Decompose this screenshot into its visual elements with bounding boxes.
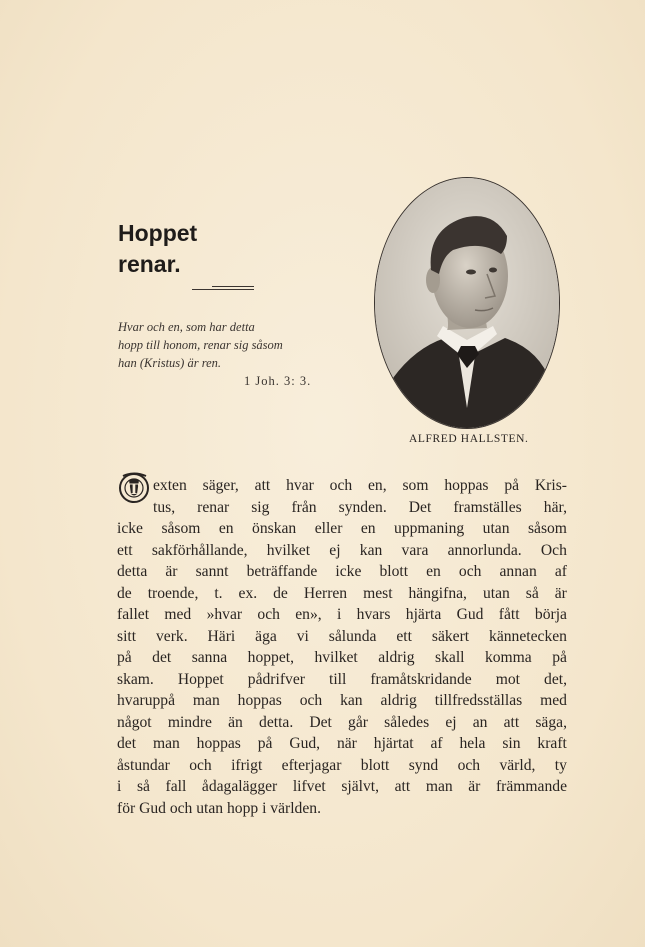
body-word: hjärta bbox=[405, 606, 442, 623]
body-word: kännetecken bbox=[489, 627, 567, 645]
body-word: med bbox=[164, 606, 192, 623]
title-rule-short bbox=[212, 286, 254, 287]
body-word: säga, bbox=[535, 713, 567, 731]
body-word: vi bbox=[296, 627, 309, 645]
body-word: blott bbox=[379, 563, 409, 580]
body-word: Och bbox=[540, 541, 567, 559]
body-word: verk. bbox=[156, 627, 188, 645]
body-word: ty bbox=[554, 756, 567, 774]
body-word: synden. bbox=[338, 498, 387, 516]
body-word: fått bbox=[498, 606, 520, 623]
body-word: önskan bbox=[252, 520, 297, 537]
body-word: pådrifver bbox=[247, 670, 305, 688]
body-word: fall bbox=[165, 778, 187, 795]
body-word: en», bbox=[295, 606, 322, 623]
body-word: sakförhållande, bbox=[151, 541, 248, 559]
body-word: ifrigt bbox=[231, 756, 263, 774]
body-word: en bbox=[426, 563, 441, 580]
body-word: hjärtat bbox=[373, 735, 414, 752]
body-word: än bbox=[228, 713, 243, 731]
body-word: man bbox=[152, 735, 180, 752]
body-word: an bbox=[472, 713, 488, 731]
body-line bbox=[117, 561, 567, 583]
body-word: vara bbox=[401, 541, 429, 559]
body-word: så bbox=[136, 778, 150, 795]
body-word: i bbox=[337, 606, 342, 623]
body-word: hoppas bbox=[237, 692, 282, 709]
body-word: Gud bbox=[456, 606, 484, 623]
body-word: i bbox=[117, 778, 122, 795]
body-word: från bbox=[291, 498, 317, 516]
body-word: det bbox=[117, 735, 137, 752]
body-word: är bbox=[165, 563, 178, 580]
body-word: Det bbox=[309, 713, 332, 731]
body-word: hoppas bbox=[196, 735, 241, 752]
body-word: utan bbox=[482, 520, 510, 537]
body-word: ex. bbox=[238, 584, 258, 602]
body-word: hvilket bbox=[266, 541, 311, 559]
body-word: hoppet, bbox=[247, 649, 294, 666]
body-word: mindre bbox=[167, 713, 212, 731]
body-word: en bbox=[360, 520, 376, 537]
body-word: skam. bbox=[117, 670, 154, 688]
body-word: att bbox=[394, 778, 411, 795]
body-word: att bbox=[503, 713, 520, 731]
body-word: ej bbox=[445, 713, 457, 731]
body-word: säkert bbox=[431, 627, 470, 645]
body-word: icke bbox=[335, 563, 362, 580]
body-line bbox=[117, 626, 567, 648]
portrait-caption: ALFRED HALLSTEN. bbox=[409, 433, 529, 445]
body-word: komma bbox=[484, 649, 532, 666]
body-word: åstundar bbox=[117, 756, 170, 774]
body-word: och bbox=[458, 563, 482, 580]
body-word: framåtskridande bbox=[370, 670, 472, 688]
body-word: exten bbox=[153, 477, 187, 494]
body-word: ett bbox=[117, 541, 133, 559]
body-word: uppmaning bbox=[394, 520, 465, 537]
body-word: det, bbox=[544, 670, 567, 688]
body-line bbox=[117, 518, 567, 540]
body-word: till bbox=[328, 670, 347, 688]
body-line bbox=[117, 669, 567, 691]
epigraph bbox=[118, 318, 338, 372]
body-word: »hvar bbox=[206, 606, 243, 623]
body-word: och bbox=[457, 756, 481, 774]
body-word: tus, bbox=[153, 498, 176, 516]
body-word: hoppas bbox=[444, 477, 489, 494]
body-word: tillfredsställas bbox=[434, 692, 523, 709]
body-line bbox=[117, 733, 567, 755]
body-word: med bbox=[540, 692, 567, 709]
article-title bbox=[118, 218, 197, 280]
body-word: ådagalägger bbox=[201, 778, 278, 795]
body-word: skall bbox=[435, 649, 465, 666]
body-word: är bbox=[468, 778, 481, 795]
body-word: självt, bbox=[341, 778, 380, 795]
body-word: såsom bbox=[161, 520, 201, 537]
body-word: är bbox=[554, 584, 567, 602]
body-word: och bbox=[329, 477, 353, 494]
body-word: på bbox=[257, 735, 273, 752]
body-line: för Gud och utan hopp i världen. bbox=[117, 799, 321, 817]
body-word: blott bbox=[360, 756, 390, 774]
body-word: ej bbox=[329, 541, 341, 559]
body-word: som bbox=[402, 477, 429, 494]
body-line bbox=[117, 497, 567, 519]
body-word: således bbox=[384, 713, 430, 731]
body-line bbox=[117, 755, 567, 777]
body-line bbox=[117, 776, 567, 798]
body-word: främmande bbox=[495, 778, 567, 795]
body-word: att bbox=[254, 477, 271, 494]
body-word: hvars bbox=[356, 606, 391, 623]
body-word: hvaruppå bbox=[117, 692, 176, 709]
body-word: Hoppet bbox=[177, 670, 224, 688]
body-word: Gud, bbox=[289, 735, 321, 752]
body-word: kan bbox=[340, 692, 363, 709]
body-word: eller bbox=[314, 520, 343, 537]
body-word: synd bbox=[408, 756, 439, 774]
body-word: mot bbox=[495, 670, 520, 688]
dropcap-letter: T bbox=[128, 482, 140, 498]
body-line bbox=[117, 690, 567, 712]
portrait-illustration bbox=[375, 178, 559, 428]
body-word: det bbox=[152, 649, 172, 666]
body-word: säger, bbox=[202, 477, 239, 494]
body-line bbox=[117, 647, 567, 669]
body-word: kraft bbox=[537, 735, 567, 752]
epigraph-line: hopp till honom, renar sig såsom bbox=[118, 338, 283, 352]
body-word: hvar bbox=[286, 477, 314, 494]
body-line bbox=[117, 540, 567, 562]
body-word: något bbox=[117, 713, 152, 731]
body-word: Herren bbox=[303, 584, 348, 602]
body-line bbox=[117, 475, 567, 497]
body-word: annorlunda. bbox=[447, 541, 522, 559]
body-word: sitt bbox=[117, 627, 137, 645]
body-word: hängifna, bbox=[408, 584, 467, 602]
body-word: Kris- bbox=[534, 477, 567, 494]
body-word: och bbox=[257, 606, 280, 623]
body-word: här, bbox=[543, 498, 567, 516]
body-word: på bbox=[552, 649, 567, 666]
epigraph-line: Hvar och en, som har detta bbox=[118, 320, 255, 334]
title-rule bbox=[192, 289, 254, 290]
body-word: aldrig bbox=[378, 649, 415, 666]
body-line bbox=[117, 712, 567, 734]
body-word: äga bbox=[255, 627, 277, 645]
body-word: sanna bbox=[191, 649, 228, 666]
body-word: en, bbox=[368, 477, 387, 494]
body-word: t. bbox=[214, 584, 223, 602]
body-word: Häri bbox=[207, 627, 236, 645]
body-word: och bbox=[299, 692, 323, 709]
body-word: hela bbox=[459, 735, 486, 752]
body-word: börja bbox=[534, 606, 567, 623]
body-line bbox=[117, 583, 567, 605]
body-word: man bbox=[425, 778, 453, 795]
body-word: detta bbox=[117, 563, 148, 580]
body-word: af bbox=[430, 735, 443, 752]
body-word: och bbox=[189, 756, 212, 774]
body-word: de bbox=[273, 584, 288, 602]
body-word: när bbox=[336, 735, 357, 752]
body-word: icke bbox=[117, 520, 143, 537]
body-word: troende, bbox=[147, 584, 199, 602]
body-word: sannt bbox=[195, 563, 229, 580]
body-word: annan bbox=[499, 563, 537, 580]
body-word: detta. bbox=[259, 713, 294, 731]
body-word: på bbox=[504, 477, 520, 494]
body-word: efterjagar bbox=[281, 756, 342, 774]
body-word: så bbox=[525, 584, 539, 602]
body-word: framställes bbox=[453, 498, 522, 516]
body-word: man bbox=[192, 692, 220, 709]
body-word: de bbox=[117, 584, 132, 602]
body-text bbox=[117, 475, 567, 819]
body-word: lifvet bbox=[292, 778, 326, 795]
body-word: kan bbox=[359, 541, 383, 559]
body-word: på bbox=[117, 649, 132, 666]
body-word: hvilket bbox=[314, 649, 358, 666]
body-word: sin bbox=[502, 735, 521, 752]
body-word: såsom bbox=[527, 520, 567, 537]
body-word: sålunda bbox=[328, 627, 377, 645]
body-word: af bbox=[554, 563, 567, 580]
body-word: utan bbox=[482, 584, 510, 602]
body-word: renar bbox=[197, 498, 230, 516]
portrait-photo bbox=[374, 177, 560, 429]
body-word: aldrig bbox=[380, 692, 417, 709]
body-line bbox=[117, 604, 567, 626]
body-word: värld, bbox=[499, 756, 536, 774]
title-line-1: Hoppet bbox=[118, 220, 198, 246]
body-word: sig bbox=[251, 498, 270, 516]
body-word: går bbox=[348, 713, 368, 731]
body-word: fallet bbox=[117, 606, 150, 623]
body-word: mest bbox=[363, 584, 393, 602]
body-word: Det bbox=[408, 498, 432, 516]
epigraph-line: han (Kristus) är ren. bbox=[118, 356, 222, 370]
epigraph-reference: 1 Joh. 3: 3. bbox=[244, 374, 312, 388]
title-line-2: renar. bbox=[118, 251, 181, 277]
body-word: beträffande bbox=[246, 563, 318, 580]
body-word: en bbox=[218, 520, 234, 537]
body-word: ett bbox=[396, 627, 412, 645]
